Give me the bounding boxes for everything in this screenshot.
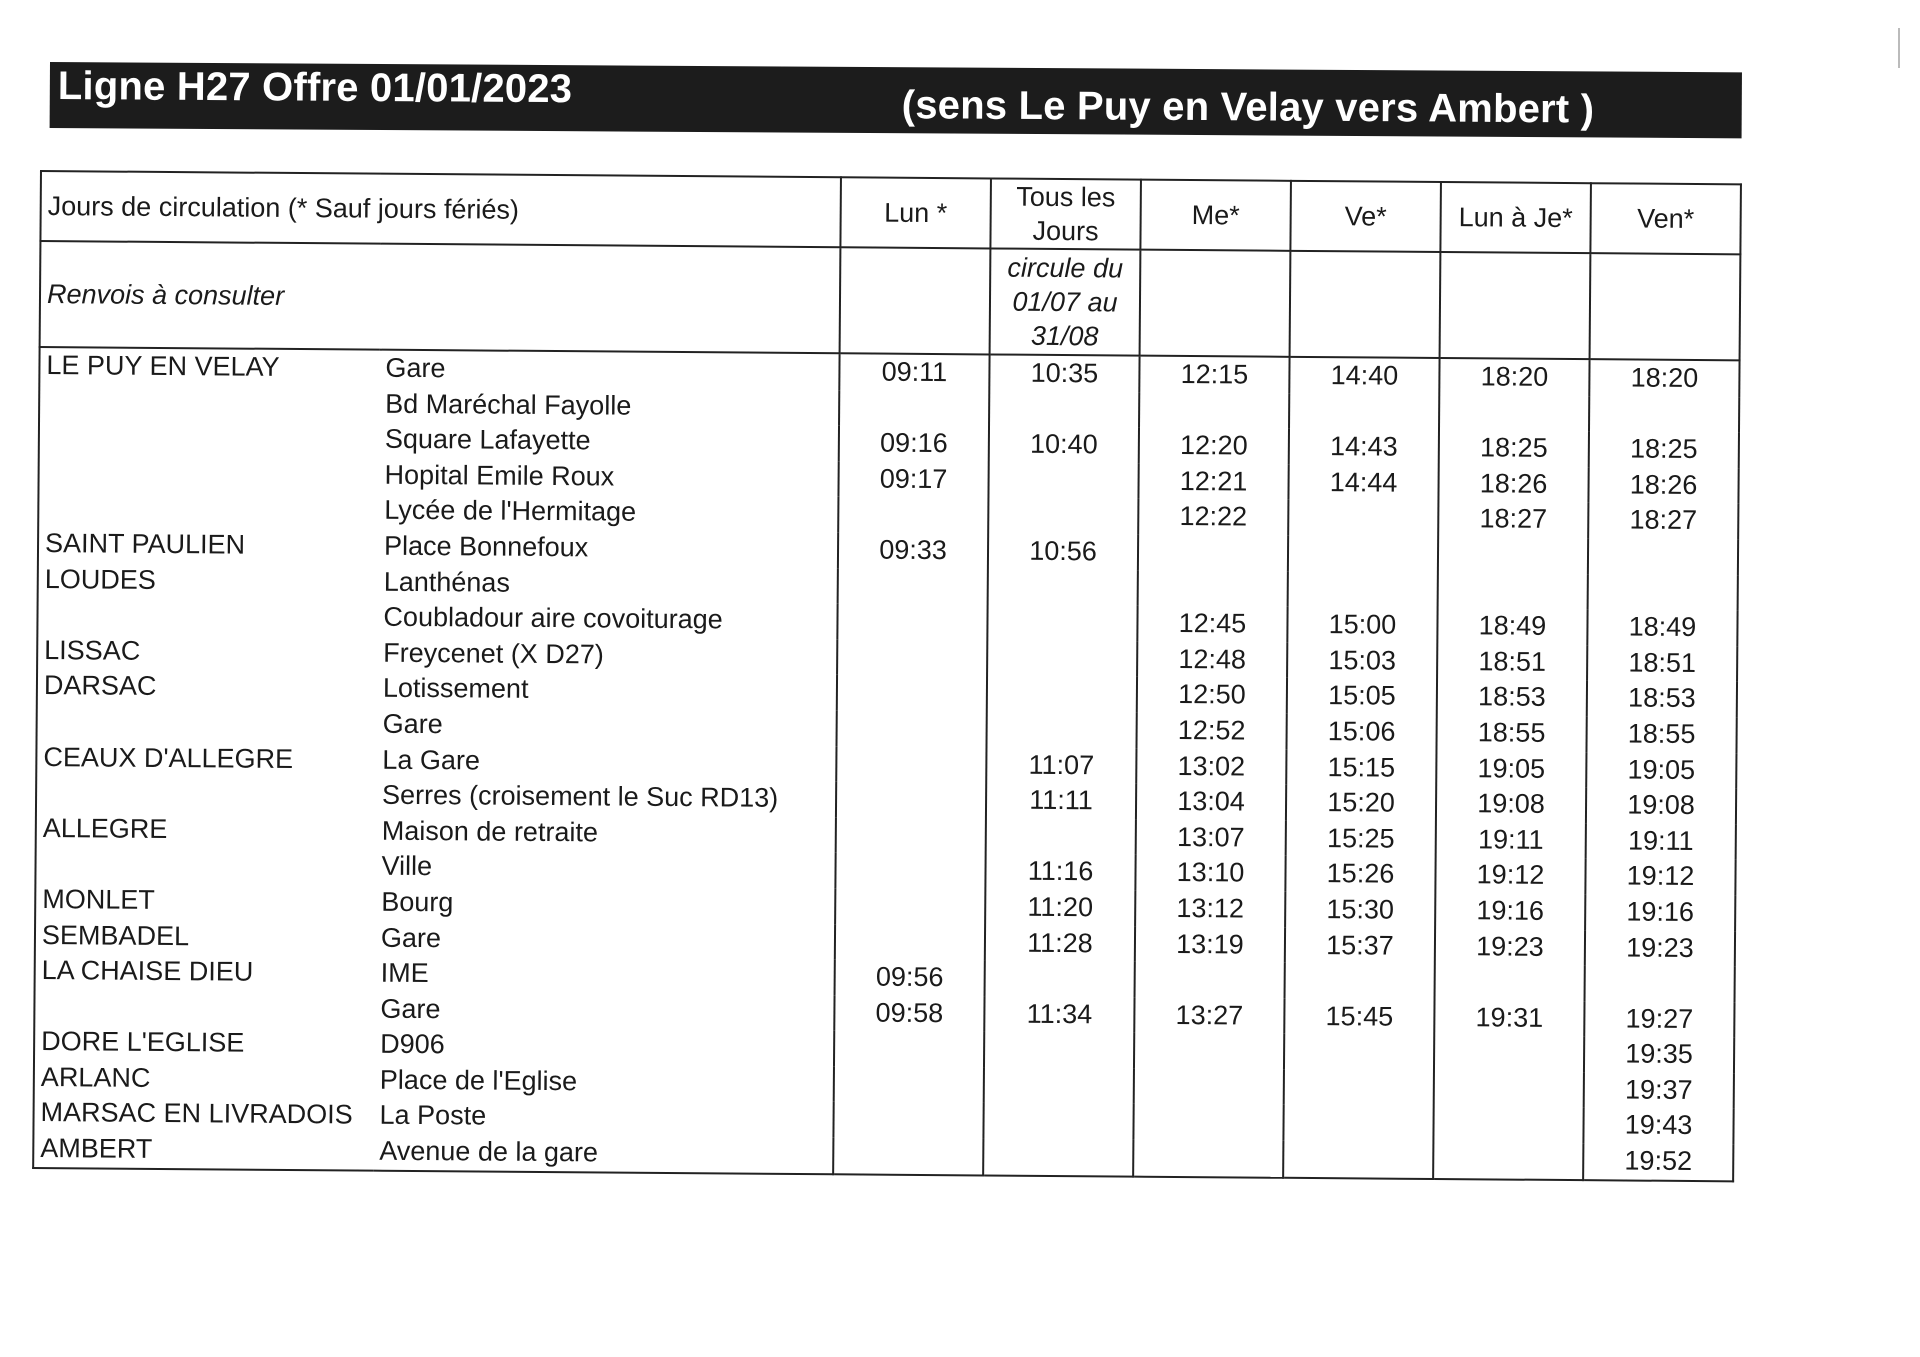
departure-time xyxy=(987,640,1137,677)
day-header: Me* xyxy=(1140,180,1291,251)
departure-time xyxy=(1284,1070,1434,1107)
town-name: MARSAC EN LIVRADOIS xyxy=(33,1095,373,1133)
days-label: Jours de circulation (* Sauf jours fériés) xyxy=(40,171,841,247)
departure-time: 19:27 xyxy=(1584,1001,1734,1038)
departure-time: 15:20 xyxy=(1286,785,1436,822)
departure-time: 18:27 xyxy=(1588,503,1738,540)
stop-name: Maison de retraite xyxy=(376,813,836,852)
town-name: MONLET xyxy=(35,882,375,920)
departure-time: 15:05 xyxy=(1287,678,1437,715)
departure-time: 19:52 xyxy=(1583,1143,1733,1181)
departure-time xyxy=(1138,535,1288,572)
departure-time: 18:53 xyxy=(1587,681,1737,718)
departure-time xyxy=(839,390,989,427)
departure-time: 15:30 xyxy=(1285,892,1435,929)
departure-time: 12:15 xyxy=(1139,356,1289,394)
departure-time: 18:49 xyxy=(1587,609,1737,646)
departure-time xyxy=(988,569,1138,606)
departure-time xyxy=(834,1031,984,1068)
town-name: LOUDES xyxy=(38,562,378,600)
departure-time xyxy=(1135,962,1285,999)
departure-time xyxy=(985,961,1135,998)
departure-time: 09:33 xyxy=(838,532,988,569)
departure-time: 18:51 xyxy=(1587,645,1737,682)
departure-time xyxy=(1439,395,1589,432)
departure-time: 09:11 xyxy=(839,353,989,391)
departure-time xyxy=(987,711,1137,748)
stop-name: Gare xyxy=(379,350,839,390)
departure-time: 14:43 xyxy=(1289,429,1439,466)
town-name xyxy=(37,704,377,742)
departure-time xyxy=(1433,1142,1583,1180)
departure-time xyxy=(1588,538,1738,575)
town-name xyxy=(39,419,379,457)
stop-name: Ville xyxy=(375,849,835,888)
departure-time xyxy=(1283,1141,1433,1179)
departure-time xyxy=(1134,1068,1284,1105)
departure-time: 19:05 xyxy=(1586,752,1736,789)
renvoi-note xyxy=(1290,251,1441,358)
departure-time xyxy=(984,1032,1134,1069)
departure-time: 18:25 xyxy=(1589,431,1739,468)
departure-time xyxy=(833,1137,983,1175)
renvoi-note xyxy=(1440,252,1591,359)
departure-time: 11:20 xyxy=(985,889,1135,926)
renvoi-row xyxy=(40,241,1741,360)
line-title: Ligne H27 Offre 01/01/2023 xyxy=(57,64,573,112)
departure-time: 14:44 xyxy=(1288,465,1438,502)
departure-time: 09:17 xyxy=(838,461,988,498)
departure-time xyxy=(838,497,988,534)
renvoi-note xyxy=(840,247,991,354)
departure-time xyxy=(1434,1035,1584,1072)
departure-time xyxy=(837,603,987,640)
renvoi-note: circule du 01/07 au 31/08 xyxy=(990,248,1141,355)
departure-time: 14:40 xyxy=(1289,357,1439,395)
departure-time: 12:48 xyxy=(1137,641,1287,678)
town-name: DORE L'EGLISE xyxy=(34,1024,374,1062)
departure-time xyxy=(1133,1140,1283,1178)
departure-time: 18:25 xyxy=(1439,430,1589,467)
departure-time: 13:27 xyxy=(1134,997,1284,1034)
departure-time: 12:52 xyxy=(1137,713,1287,750)
day-header: Ven* xyxy=(1590,183,1741,254)
town-name: DARSAC xyxy=(37,668,377,706)
town-name: LISSAC xyxy=(37,633,377,671)
departure-time: 15:25 xyxy=(1286,821,1436,858)
departure-time: 12:22 xyxy=(1138,499,1288,536)
town-name xyxy=(34,989,374,1027)
renvoi-label: Renvois à consulter xyxy=(40,241,841,353)
departure-time: 18:20 xyxy=(1439,358,1589,396)
departure-time: 18:51 xyxy=(1437,644,1587,681)
stop-name: Lotissement xyxy=(377,671,837,710)
departure-time: 19:31 xyxy=(1434,1000,1584,1037)
departure-time xyxy=(989,391,1139,428)
scan-mark xyxy=(1898,28,1900,68)
timetable xyxy=(32,170,1740,1201)
departure-time xyxy=(1138,570,1288,607)
departure-time xyxy=(834,1066,984,1103)
stop-name: Place Bonnefoux xyxy=(378,529,838,568)
departure-time xyxy=(1285,963,1435,1000)
departure-time: 12:21 xyxy=(1138,463,1288,500)
departure-time xyxy=(1438,537,1588,574)
departure-time: 13:07 xyxy=(1136,819,1286,856)
departure-time: 13:12 xyxy=(1135,891,1285,928)
departure-time xyxy=(1134,1033,1284,1070)
direction-title: (sens Le Puy en Velay vers Ambert ) xyxy=(901,83,1595,132)
day-header: Lun à Je* xyxy=(1440,182,1591,253)
day-header: Ve* xyxy=(1290,181,1441,252)
departure-time: 18:20 xyxy=(1589,359,1739,397)
departure-time: 09:16 xyxy=(839,425,989,462)
departure-time xyxy=(1288,536,1438,573)
departure-time xyxy=(1434,1071,1584,1108)
departure-time: 12:45 xyxy=(1137,606,1287,643)
departure-time xyxy=(988,462,1138,499)
departure-time: 19:43 xyxy=(1583,1108,1733,1145)
departure-time: 19:12 xyxy=(1585,858,1735,895)
departure-time xyxy=(837,675,987,712)
title-banner xyxy=(50,62,1742,138)
departure-time: 18:55 xyxy=(1436,715,1586,752)
departure-time xyxy=(837,710,987,747)
day-header: Tous les Jours xyxy=(990,178,1141,249)
departure-time xyxy=(833,1102,983,1139)
town-name: LA CHAISE DIEU xyxy=(35,953,375,991)
departure-time xyxy=(835,924,985,961)
departure-time xyxy=(1133,1104,1283,1141)
departure-time xyxy=(987,676,1137,713)
stop-name: Freycenet (X D27) xyxy=(377,635,837,674)
departure-time: 18:55 xyxy=(1586,716,1736,753)
town-name xyxy=(36,775,376,813)
town-name: SAINT PAULIEN xyxy=(38,526,378,564)
stops-body xyxy=(33,347,1739,1181)
departure-time xyxy=(986,818,1136,855)
departure-time: 19:08 xyxy=(1436,786,1586,823)
departure-time xyxy=(1139,392,1289,429)
town-name: SEMBADEL xyxy=(35,917,375,955)
renvoi-note xyxy=(1590,253,1741,360)
days-row xyxy=(40,171,1741,254)
departure-time xyxy=(1585,965,1735,1002)
departure-time xyxy=(1433,1106,1583,1143)
town-name: ARLANC xyxy=(34,1060,374,1098)
departure-time: 18:53 xyxy=(1437,679,1587,716)
departure-time: 09:56 xyxy=(835,959,985,996)
departure-time: 19:35 xyxy=(1584,1036,1734,1073)
departure-time: 19:08 xyxy=(1586,787,1736,824)
departure-time: 19:23 xyxy=(1435,928,1585,965)
town-name xyxy=(38,455,378,493)
stop-name: Serres (croisement le Suc RD13) xyxy=(376,778,836,817)
departure-time: 11:34 xyxy=(984,996,1134,1033)
town-name xyxy=(37,597,377,635)
departure-time: 19:11 xyxy=(1586,823,1736,860)
stop-name: Gare xyxy=(374,991,834,1030)
departure-time: 13:04 xyxy=(1136,784,1286,821)
departure-time: 18:27 xyxy=(1438,501,1588,538)
town-name: LE PUY EN VELAY xyxy=(39,347,379,386)
town-name: CEAUX D'ALLEGRE xyxy=(36,740,376,778)
stop-name: Coubladour aire covoiturage xyxy=(377,600,837,639)
departure-time xyxy=(1289,393,1439,430)
departure-time: 11:28 xyxy=(985,925,1135,962)
town-name: ALLEGRE xyxy=(36,811,376,849)
departure-time: 18:26 xyxy=(1588,467,1738,504)
departure-time: 15:26 xyxy=(1285,856,1435,893)
departure-time xyxy=(1284,1034,1434,1071)
departure-time: 15:03 xyxy=(1287,643,1437,680)
departure-time xyxy=(1438,573,1588,610)
departure-time: 15:15 xyxy=(1286,749,1436,786)
stop-name: La Gare xyxy=(376,742,836,781)
departure-time: 15:00 xyxy=(1287,607,1437,644)
departure-time: 19:11 xyxy=(1436,822,1586,859)
departure-time xyxy=(1435,964,1585,1001)
departure-time: 18:26 xyxy=(1438,466,1588,503)
stop-name: D906 xyxy=(374,1027,834,1066)
departure-time: 13:10 xyxy=(1135,855,1285,892)
departure-time xyxy=(983,1103,1133,1140)
departure-time xyxy=(1288,500,1438,537)
stop-name: Lanthénas xyxy=(378,564,838,603)
departure-time: 11:11 xyxy=(986,783,1136,820)
departure-time xyxy=(1283,1105,1433,1142)
stop-name: Avenue de la gare xyxy=(373,1134,833,1174)
departure-time: 19:05 xyxy=(1436,751,1586,788)
stop-name: Place de l'Eglise xyxy=(374,1063,834,1102)
departure-time: 19:12 xyxy=(1435,857,1585,894)
town-name xyxy=(35,846,375,884)
departure-time: 15:45 xyxy=(1284,998,1434,1035)
departure-time xyxy=(1288,571,1438,608)
departure-time: 19:16 xyxy=(1435,893,1585,930)
departure-time: 09:58 xyxy=(834,995,984,1032)
stop-name: Gare xyxy=(377,707,837,746)
stop-name: Hopital Emile Roux xyxy=(378,457,838,496)
departure-time: 18:49 xyxy=(1437,608,1587,645)
departure-time: 13:02 xyxy=(1136,748,1286,785)
departure-time xyxy=(835,888,985,925)
departure-time: 11:07 xyxy=(986,747,1136,784)
departure-time xyxy=(838,568,988,605)
town-name xyxy=(39,384,379,422)
town-name: AMBERT xyxy=(33,1131,373,1170)
departure-time: 15:37 xyxy=(1285,927,1435,964)
departure-time: 19:16 xyxy=(1585,894,1735,931)
departure-time xyxy=(836,746,986,783)
stop-name: Lycée de l'Hermitage xyxy=(378,493,838,532)
departure-time xyxy=(836,781,986,818)
departure-time xyxy=(837,639,987,676)
timetable-table xyxy=(32,170,1742,1182)
departure-time xyxy=(835,853,985,890)
departure-time: 13:19 xyxy=(1135,926,1285,963)
departure-time xyxy=(1588,574,1738,611)
departure-time: 10:40 xyxy=(989,427,1139,464)
departure-time xyxy=(983,1139,1133,1177)
departure-time: 19:37 xyxy=(1584,1072,1734,1109)
departure-time xyxy=(988,498,1138,535)
departure-time: 15:06 xyxy=(1287,714,1437,751)
day-header: Lun * xyxy=(840,177,991,248)
departure-time: 12:50 xyxy=(1137,677,1287,714)
town-name xyxy=(38,490,378,528)
stop-name: Square Lafayette xyxy=(379,422,839,461)
departure-time: 11:16 xyxy=(985,854,1135,891)
departure-time xyxy=(1589,396,1739,433)
departure-time: 12:20 xyxy=(1139,428,1289,465)
departure-time: 10:56 xyxy=(988,533,1138,570)
stop-name: La Poste xyxy=(373,1098,833,1137)
departure-time xyxy=(987,605,1137,642)
departure-time: 10:35 xyxy=(989,354,1139,392)
stop-name: Bd Maréchal Fayolle xyxy=(379,386,839,425)
stop-name: Bourg xyxy=(375,885,835,924)
renvoi-note xyxy=(1140,250,1291,357)
departure-time xyxy=(836,817,986,854)
stop-name: IME xyxy=(375,956,835,995)
stop-name: Gare xyxy=(375,920,835,959)
departure-time xyxy=(984,1067,1134,1104)
departure-time: 19:23 xyxy=(1585,930,1735,967)
